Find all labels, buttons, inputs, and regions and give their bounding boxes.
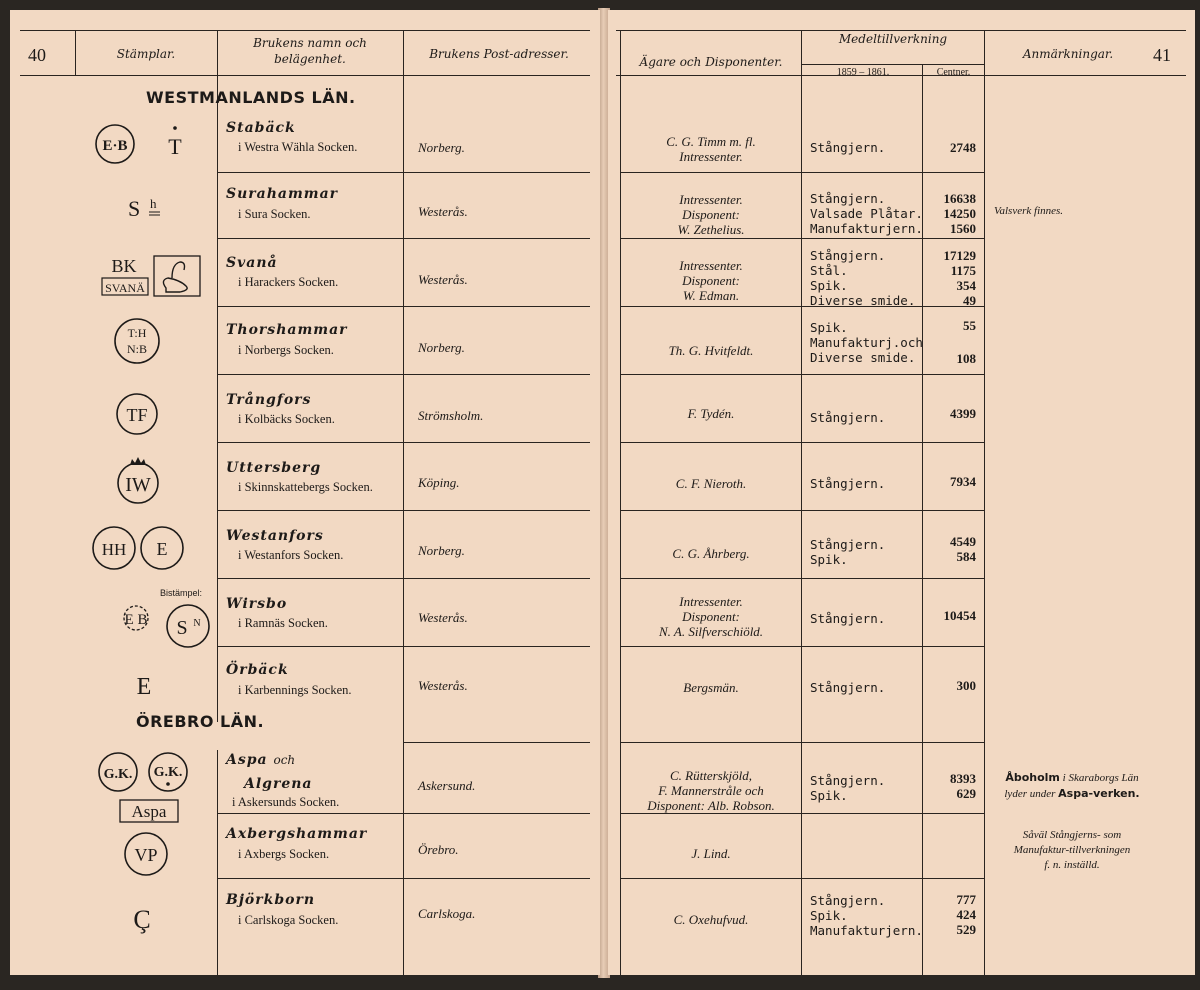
works-name: Stabäck bbox=[226, 120, 296, 136]
stamp-trangfors-mark: TF bbox=[126, 405, 148, 425]
quantity-item: 777 bbox=[956, 892, 976, 907]
column-divider bbox=[217, 30, 218, 722]
quantity-item: 4549 bbox=[950, 534, 976, 549]
remark: Valsverk finnes. bbox=[994, 205, 1064, 217]
quantity-list bbox=[924, 140, 976, 155]
stamp-thorshammar-line2: N:B bbox=[126, 342, 148, 356]
works-name: Axbergshammar bbox=[226, 826, 368, 842]
column-header-works-line1: Brukens namn och bbox=[253, 36, 367, 50]
works-name: Svanå bbox=[226, 255, 278, 271]
quantity-list bbox=[924, 534, 976, 564]
product-list bbox=[810, 248, 915, 308]
owner-cell bbox=[622, 476, 800, 491]
stamp-orback-e: E bbox=[136, 674, 152, 700]
owner-line: Th. G. Hvitfeldt. bbox=[668, 343, 754, 358]
stamp-thorshammar-line1: T:H bbox=[127, 326, 147, 340]
row-rule bbox=[621, 172, 984, 173]
quantity-item: 2748 bbox=[950, 140, 976, 155]
works-parish: i Karbennings Socken. bbox=[238, 683, 352, 697]
product-item: Valsade Plåtar. bbox=[810, 206, 923, 221]
quantity-item: 1175 bbox=[950, 263, 976, 278]
column-divider bbox=[984, 30, 985, 975]
owner-cell bbox=[622, 594, 800, 639]
row-rule bbox=[218, 813, 590, 814]
product-item: Spik. bbox=[810, 788, 848, 803]
page-number: 40 bbox=[28, 45, 46, 65]
row-rule bbox=[218, 578, 590, 579]
remark-line bbox=[988, 770, 1156, 786]
quantity-item: 55 bbox=[963, 318, 976, 333]
quantity-item: 354 bbox=[956, 278, 976, 293]
column-header-avg: Medeltillverkning bbox=[838, 32, 948, 46]
header-top-rule bbox=[20, 30, 590, 31]
works-name-second: Algrena bbox=[244, 776, 313, 792]
works-parish: i Sura Socken. bbox=[238, 207, 311, 221]
owner-line: Disponent: bbox=[682, 207, 740, 222]
remark-bold: Aspa-verken. bbox=[1058, 787, 1140, 800]
remark bbox=[988, 828, 1156, 873]
post-address: Carlskoga. bbox=[418, 906, 476, 921]
product-list bbox=[810, 773, 885, 803]
row-rule bbox=[218, 238, 590, 239]
stamp-wirsbo-eb: E B bbox=[124, 612, 148, 628]
row-rule bbox=[218, 442, 590, 443]
row-rule bbox=[621, 374, 984, 375]
owner-cell bbox=[622, 406, 800, 421]
stamp-staback-mark: E·B bbox=[102, 138, 128, 154]
header-bottom-rule bbox=[20, 75, 590, 76]
owner-cell bbox=[622, 680, 800, 695]
stamp-surahammar-s: S bbox=[128, 196, 141, 221]
works-parish: i Westra Wähla Socken. bbox=[238, 140, 358, 154]
row-rule bbox=[218, 306, 590, 307]
quantity-item: 1560 bbox=[950, 221, 976, 236]
owner-line: W. Zethelius. bbox=[677, 222, 745, 237]
stamp-aspa-box: Aspa bbox=[131, 802, 167, 821]
owner-line: F. Mannerstråle och bbox=[658, 783, 764, 798]
row-rule bbox=[621, 238, 984, 239]
quantity-list bbox=[924, 771, 976, 801]
post-address: Westerås. bbox=[418, 678, 468, 693]
owner-cell bbox=[622, 192, 800, 237]
product-item: Spik. bbox=[810, 320, 848, 335]
product-list bbox=[810, 611, 885, 626]
stamp-axbergshammar bbox=[124, 832, 174, 882]
column-header-stamps: Stämplar. bbox=[116, 47, 176, 61]
product-item: Diverse smide. bbox=[810, 350, 916, 365]
owner-line: Disponent: bbox=[682, 273, 740, 288]
stamp-trangfors bbox=[115, 392, 163, 440]
quantity-item: 529 bbox=[956, 922, 976, 937]
remark-line: Manufaktur-tillverkningen bbox=[1013, 844, 1131, 856]
row-rule bbox=[621, 646, 984, 647]
county-heading-westmanland: WESTMANLANDS LÄN. bbox=[146, 88, 356, 107]
post-address: Westerås. bbox=[418, 204, 468, 219]
quantity-list bbox=[924, 191, 976, 236]
works-parish: i Askersunds Socken. bbox=[232, 795, 340, 809]
post-address: Askersund. bbox=[418, 778, 476, 793]
product-list bbox=[810, 537, 885, 567]
product-list bbox=[810, 476, 885, 491]
owner-line: Intressenter. bbox=[679, 258, 743, 273]
quantity-list bbox=[924, 892, 976, 937]
remark-line bbox=[988, 786, 1156, 802]
product-item: Diverse smide. bbox=[810, 293, 916, 308]
product-item: Stångjern. bbox=[810, 410, 886, 425]
owner-cell bbox=[622, 134, 800, 164]
stamp-wirsbo-s: S bbox=[176, 617, 188, 639]
quantity-item: 16638 bbox=[943, 191, 976, 206]
product-item: Stångjern. bbox=[810, 248, 886, 263]
column-header-owners: Ägare och Disponenter. bbox=[639, 55, 783, 69]
works-name bbox=[226, 752, 295, 768]
product-list bbox=[810, 893, 923, 938]
row-rule bbox=[218, 172, 590, 173]
works-name: Björkborn bbox=[226, 892, 315, 908]
works-name: Westanfors bbox=[226, 528, 324, 544]
product-item: Manufakturjern. bbox=[810, 221, 923, 236]
works-parish: i Harackers Socken. bbox=[238, 275, 339, 289]
row-rule bbox=[218, 374, 590, 375]
county-heading-orebro: ÖREBRO LÄN. bbox=[136, 712, 265, 731]
row-rule bbox=[404, 742, 590, 743]
owner-line: C. Rütterskjöld, bbox=[670, 768, 752, 783]
owner-line: C. G. Timm m. fl. bbox=[666, 134, 756, 149]
stamp-surahammar-h: h bbox=[150, 196, 157, 211]
owner-cell bbox=[622, 912, 800, 927]
product-list bbox=[810, 140, 885, 155]
stamp-surahammar bbox=[120, 186, 180, 226]
column-header-remarks: Anmärkningar. bbox=[1022, 47, 1114, 61]
stamp-westanfors-hh: HH bbox=[101, 540, 127, 559]
works-name: Wirsbo bbox=[226, 596, 288, 612]
owner-line: Intressenter. bbox=[679, 149, 743, 164]
owner-line: C. F. Nieroth. bbox=[675, 476, 747, 491]
stamp-aspa-gk1: G.K. bbox=[103, 767, 133, 782]
column-header-years: 1859 – 1861. bbox=[836, 67, 890, 78]
works-parish: i Ramnäs Socken. bbox=[238, 616, 328, 630]
product-item: Stångjern. bbox=[810, 611, 886, 626]
works-parish: i Norbergs Socken. bbox=[238, 343, 334, 357]
stamp-aspa bbox=[98, 752, 208, 828]
owner-line: Bergsmän. bbox=[683, 680, 739, 695]
post-address: Norberg. bbox=[418, 140, 465, 155]
product-item: Stångjern. bbox=[810, 893, 886, 908]
stamp-svana bbox=[100, 250, 215, 306]
stamp-wirsbo bbox=[108, 596, 213, 652]
row-rule bbox=[621, 813, 984, 814]
product-item: Manufakturjern. bbox=[810, 923, 923, 938]
header-top-rule bbox=[616, 30, 1186, 31]
row-rule bbox=[218, 878, 590, 879]
quantity-list bbox=[924, 248, 976, 308]
product-item: Manufakturj.och bbox=[810, 335, 923, 350]
works-name: Uttersberg bbox=[226, 460, 322, 476]
column-header-unit: Centner. bbox=[936, 67, 971, 78]
owner-cell bbox=[622, 768, 800, 813]
stamp-axbergshammar-mark: VP bbox=[134, 845, 158, 865]
remark-text: i Skaraborgs Län bbox=[1062, 772, 1139, 784]
product-item: Stångjern. bbox=[810, 191, 886, 206]
post-address: Strömsholm. bbox=[418, 408, 484, 423]
stamp-uttersberg-mark: IW bbox=[125, 474, 151, 496]
bistampel-label: Bistämpel: bbox=[160, 588, 203, 598]
row-rule bbox=[621, 742, 984, 743]
works-name-part: Aspa bbox=[226, 752, 268, 768]
quantity-item: 584 bbox=[956, 549, 976, 564]
column-header-post: Brukens Post-adresser. bbox=[429, 47, 569, 61]
owner-cell bbox=[622, 258, 800, 303]
quantity-item: 10454 bbox=[943, 608, 976, 623]
owner-line: W. Edman. bbox=[682, 288, 740, 303]
header-divider bbox=[75, 30, 76, 76]
product-item: Spik. bbox=[810, 278, 848, 293]
stamp-staback-t: T bbox=[168, 134, 182, 159]
stamp-westanfors-e: E bbox=[156, 539, 168, 559]
owner-line: Disponent: bbox=[682, 609, 740, 624]
stamp-thorshammar bbox=[112, 316, 164, 368]
owner-line: Intressenter. bbox=[679, 594, 743, 609]
owner-line: F. Tydén. bbox=[687, 406, 735, 421]
owner-line: Disponent: Alb. Robson. bbox=[647, 798, 775, 813]
product-item: Stål. bbox=[810, 263, 848, 278]
stamp-wirsbo-sup: N bbox=[193, 618, 201, 629]
row-rule bbox=[218, 510, 590, 511]
owner-line: C. G. Åhrberg. bbox=[672, 546, 750, 561]
owner-line: N. A. Silfverschiöld. bbox=[658, 624, 764, 639]
remark-text: lyder under bbox=[1004, 788, 1056, 800]
remark-line: f. n. inställd. bbox=[1044, 859, 1100, 871]
remark-bold: Åboholm bbox=[1005, 771, 1060, 784]
quantity-item: 14250 bbox=[943, 206, 976, 221]
stamp-svana-box: SVANÄ bbox=[105, 281, 145, 295]
stamp-uttersberg bbox=[114, 455, 166, 507]
quantity-item: 108 bbox=[956, 351, 976, 366]
stamp-staback bbox=[95, 120, 210, 170]
owner-line: J. Lind. bbox=[691, 846, 731, 861]
row-rule bbox=[621, 878, 984, 879]
stamp-westanfors bbox=[92, 524, 202, 574]
post-address: Norberg. bbox=[418, 543, 465, 558]
product-item: Stångjern. bbox=[810, 140, 886, 155]
works-name: Surahammar bbox=[226, 186, 339, 202]
page-number: 41 bbox=[1153, 45, 1171, 65]
post-address: Westerås. bbox=[418, 610, 468, 625]
remark bbox=[988, 770, 1156, 802]
row-rule bbox=[621, 442, 984, 443]
works-name: Thorshammar bbox=[226, 322, 348, 338]
product-list bbox=[810, 410, 885, 425]
owner-cell bbox=[622, 846, 800, 861]
works-parish: i Westanfors Socken. bbox=[238, 548, 344, 562]
product-list bbox=[810, 191, 923, 236]
product-list bbox=[810, 320, 923, 365]
quantity-item: 17129 bbox=[943, 248, 976, 263]
post-address: Köping. bbox=[418, 475, 460, 490]
remark-line: Såväl Stångjerns- som bbox=[1022, 829, 1122, 841]
product-item: Spik. bbox=[810, 908, 848, 923]
owner-line: Intressenter. bbox=[679, 192, 743, 207]
left-page bbox=[10, 10, 600, 975]
works-name-och: och bbox=[273, 753, 296, 767]
quantity-item: 424 bbox=[956, 907, 976, 922]
column-divider bbox=[217, 750, 218, 975]
owner-cell bbox=[622, 546, 800, 561]
row-rule bbox=[621, 578, 984, 579]
quantity-item: 7934 bbox=[950, 474, 976, 489]
works-parish: i Skinnskattebergs Socken. bbox=[238, 480, 373, 494]
quantity-item: 629 bbox=[956, 786, 976, 801]
post-address: Westerås. bbox=[418, 272, 468, 287]
product-item: Stångjern. bbox=[810, 476, 886, 491]
stamp-orback bbox=[130, 664, 170, 704]
post-address: Örebro. bbox=[418, 842, 459, 857]
quantity-item: 4399 bbox=[950, 406, 976, 421]
post-address: Norberg. bbox=[418, 340, 465, 355]
row-rule bbox=[218, 646, 590, 647]
quantity-item: 49 bbox=[963, 293, 976, 308]
product-item: Stångjern. bbox=[810, 680, 886, 695]
works-parish: i Carlskoga Socken. bbox=[238, 913, 339, 927]
owner-cell bbox=[622, 343, 800, 358]
quantity-item: 300 bbox=[956, 678, 976, 693]
product-item: Stångjern. bbox=[810, 537, 886, 552]
product-list bbox=[810, 680, 885, 695]
owner-line: C. Oxehufvud. bbox=[673, 912, 749, 927]
row-rule bbox=[621, 510, 984, 511]
works-name: Örbäck bbox=[226, 662, 289, 678]
works-name: Trångfors bbox=[226, 392, 312, 408]
column-header-works-line2: belägenhet. bbox=[274, 52, 346, 66]
works-parish: i Kolbäcks Socken. bbox=[238, 412, 335, 426]
works-parish: i Axbergs Socken. bbox=[238, 847, 330, 861]
stamp-bjorkborn-mark: Ç bbox=[133, 905, 151, 934]
stamp-bjorkborn bbox=[128, 898, 168, 938]
stamp-svana-bk: BK bbox=[111, 256, 137, 276]
right-page bbox=[608, 10, 1195, 975]
product-item: Spik. bbox=[810, 552, 848, 567]
product-item: Stångjern. bbox=[810, 773, 886, 788]
stamp-aspa-gk2: G.K. bbox=[153, 765, 183, 780]
quantity-item: 8393 bbox=[950, 771, 976, 786]
